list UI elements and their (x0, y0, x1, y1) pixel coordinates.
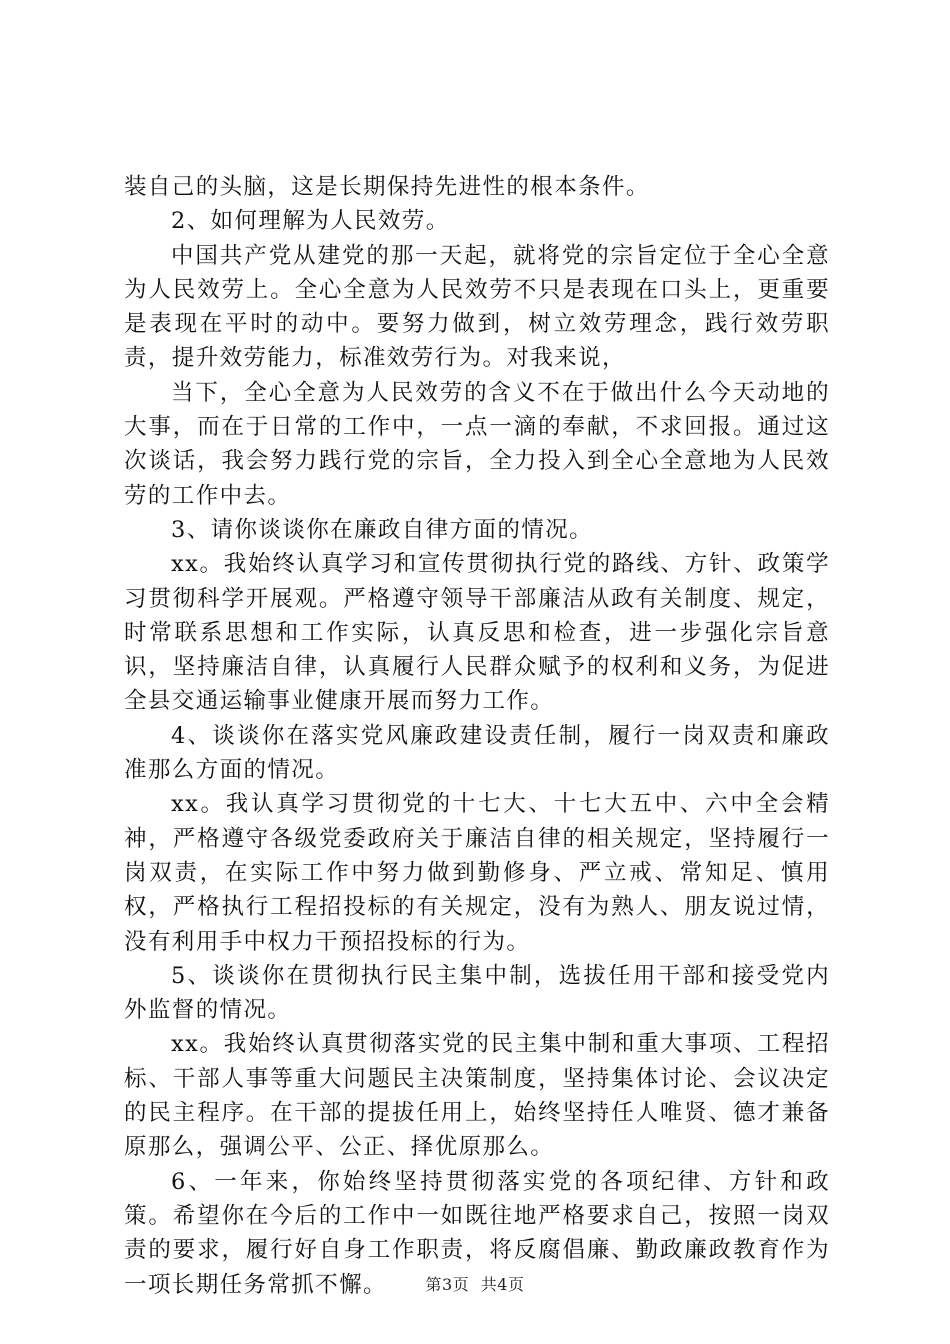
page-total: 共4页 (480, 1275, 525, 1294)
paragraph-continuation: 装自己的头脑，这是长期保持先进性的根本条件。 (124, 174, 650, 200)
document-body (124, 170, 830, 1302)
answer-2-paragraph-2: 当下，全心全意为人民效劳的含义不在于做出什么今天动地的大事，而在于日常的工作中，一点一滴的奉献，不求回报。通过这次谈话，我会努力践行党的宗旨，全力投入到全心全意地为人民效劳的工作中去。 (124, 379, 830, 509)
answer-4-paragraph: xx。我认真学习贯彻党的十七大、十七大五中、六中全会精神，严格遵守各级党委政府关于廉洁自律的相关规定，坚持履行一岗双责，在实际工作中努力做到勤修身、严立戒、常知足、慎用权，严格执行工程招投标的有关规定，没有为熟人、朋友说过情，没有利用手中权力干预招投标的行为。 (124, 791, 830, 955)
question-2-heading: 2、如何理解为人民效劳。 (171, 208, 450, 235)
answer-3-paragraph: xx。我始终认真学习和宣传贯彻执行党的路线、方针、政策学习贯彻科学开展观。严格遵守领导干部廉洁从政有关制度、规定，时常联系思想和工作实际，认真反思和检查，进一步强化宗旨意识，坚持廉洁自律，认真履行人民群众赋予的权利和义务，为促进全县交通运输事业健康开展而努力工作。 (124, 551, 830, 715)
question-4-heading: 4、谈谈你在落实党风廉政建设责任制，履行一岗双责和廉政准那么方面的情况。 (124, 722, 830, 784)
item-6-paragraph: 6、一年来，你始终坚持贯彻落实党的各项纪律、方针和政策。希望你在今后的工作中一如既往地严格要求自己，按照一岗双责的要求，履行好自身工作职责，将反腐倡廉、勤政廉政教育作为一项长期任务常抓不懈。 (124, 1168, 830, 1298)
page-footer (0, 1272, 950, 1295)
page-number: 第3页 (425, 1275, 470, 1294)
answer-2-paragraph-1: 中国共产党从建党的那一天起，就将党的宗旨定位于全心全意为人民效劳上。全心全意为人民效劳不只是表现在口头上，更重要是表现在平时的动中。要努力做到，树立效劳理念，践行效劳职责，提升效劳能力，标准效劳行为。对我来说， (124, 242, 830, 372)
question-5-heading: 5、谈谈你在贯彻执行民主集中制，选拔任用干部和接受党内外监督的情况。 (124, 962, 830, 1024)
question-3-heading: 3、请你谈谈你在廉政自律方面的情况。 (171, 516, 594, 543)
answer-5-paragraph: xx。我始终认真贯彻落实党的民主集中制和重大事项、工程招标、干部人事等重大问题民主决策制度，坚持集体讨论、会议决定的民主程序。在干部的提拔任用上，始终坚持任人唯贤、德才兼备原那么，强调公平、公正、择优原那么。 (124, 1031, 830, 1161)
